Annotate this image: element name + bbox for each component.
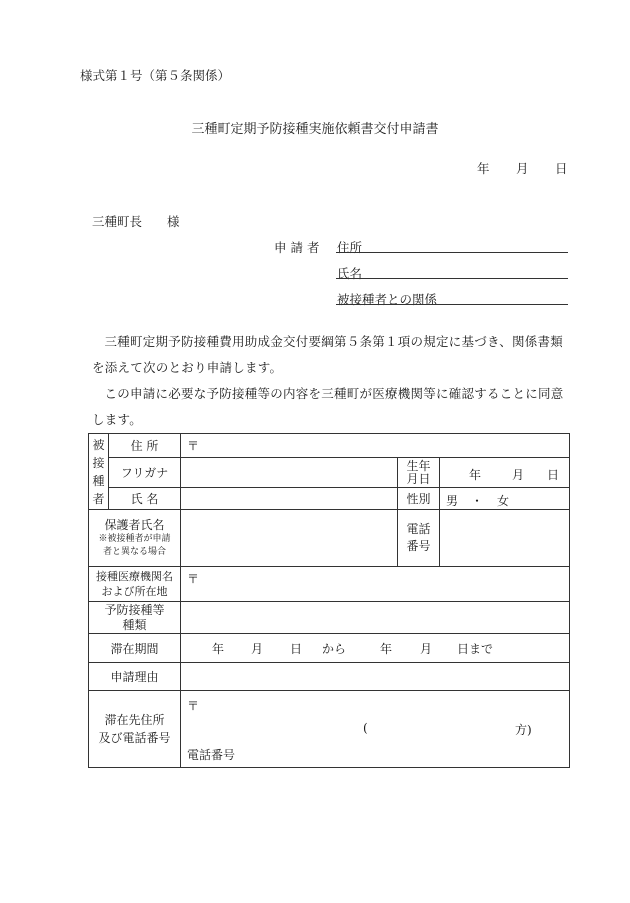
stay-period-field[interactable]: 年 月 日 から 年 月 日まで bbox=[181, 634, 570, 663]
clinic-label: 接種医療機関名 および所在地 bbox=[89, 567, 181, 602]
applicant-name-label: 氏名 bbox=[337, 266, 363, 281]
guardian-name-field[interactable] bbox=[181, 510, 398, 567]
furigana-field[interactable] bbox=[181, 458, 398, 488]
stay-postal-mark: 〒 bbox=[187, 698, 200, 713]
applicant-name-line[interactable] bbox=[336, 278, 568, 279]
sex-label: 性別 bbox=[398, 488, 440, 510]
application-table bbox=[88, 433, 570, 768]
vaccine-type-field[interactable] bbox=[181, 602, 570, 634]
applicant-relation-line[interactable] bbox=[336, 304, 568, 305]
date-day: 日 bbox=[555, 161, 568, 176]
body-text bbox=[92, 329, 570, 433]
body-paragraph-1: 三種町定期予防接種費用助成金交付要綱第５条第１項の規定に基づき、関係書類を添えて次のとおり申請します。 bbox=[92, 334, 564, 375]
date-month: 月 bbox=[516, 161, 529, 176]
form-number: 様式第１号（第５条関係） bbox=[80, 68, 231, 83]
recipient-name-label: 氏 名 bbox=[109, 488, 181, 510]
addressee-name: 三種町長 bbox=[92, 214, 143, 229]
clinic-field[interactable] bbox=[181, 567, 570, 602]
postal-mark: 〒 bbox=[187, 439, 200, 453]
clinic-postal-mark: 〒 bbox=[187, 572, 200, 586]
stay-address-label: 滞在先住所 及び電話番号 bbox=[89, 691, 181, 768]
recipient-address-label: 住 所 bbox=[109, 434, 181, 458]
recipient-name-field[interactable] bbox=[181, 488, 398, 510]
applicant-relation-label: 被接種者との関係 bbox=[337, 292, 438, 307]
applicant-address-line[interactable] bbox=[336, 252, 568, 253]
birthdate-label: 生年 月日 bbox=[398, 458, 440, 488]
sex-female[interactable]: 女 bbox=[497, 493, 510, 508]
reason-field[interactable] bbox=[181, 663, 570, 691]
stay-address-field[interactable]: 〒 ( 方) 電話番号 bbox=[181, 691, 570, 768]
applicant-address-label: 住所 bbox=[337, 240, 363, 255]
stay-period-label: 滞在期間 bbox=[89, 634, 181, 663]
recipient-address-field[interactable] bbox=[181, 434, 570, 458]
guardian-label: 保護者氏名 ※被接種者が申請 者と異なる場合 bbox=[89, 510, 181, 567]
sex-selector[interactable]: 男 ・ 女 bbox=[440, 488, 570, 510]
recipient-header: 被 接 種 者 bbox=[89, 434, 109, 510]
document-title: 三種町定期予防接種実施依頼書交付申請書 bbox=[191, 122, 439, 137]
furigana-label: フリガナ bbox=[109, 458, 181, 488]
reason-label: 申請理由 bbox=[89, 663, 181, 691]
phone-field[interactable] bbox=[440, 510, 570, 567]
addressee-honorific: 様 bbox=[167, 214, 180, 229]
phone-label: 電話 番号 bbox=[398, 510, 440, 567]
date-year: 年 bbox=[477, 161, 490, 176]
body-paragraph-2: この申請に必要な予防接種等の内容を三種町が医療機関等に確認することに同意します。 bbox=[92, 386, 564, 427]
vaccine-type-label: 予防接種等 種類 bbox=[89, 602, 181, 634]
birthdate-field[interactable]: 年 月 日 bbox=[440, 458, 570, 488]
applicant-label: 申 請 者 bbox=[274, 240, 320, 255]
stay-phone-label: 電話番号 bbox=[187, 747, 236, 762]
sex-male[interactable]: 男 bbox=[446, 493, 459, 508]
